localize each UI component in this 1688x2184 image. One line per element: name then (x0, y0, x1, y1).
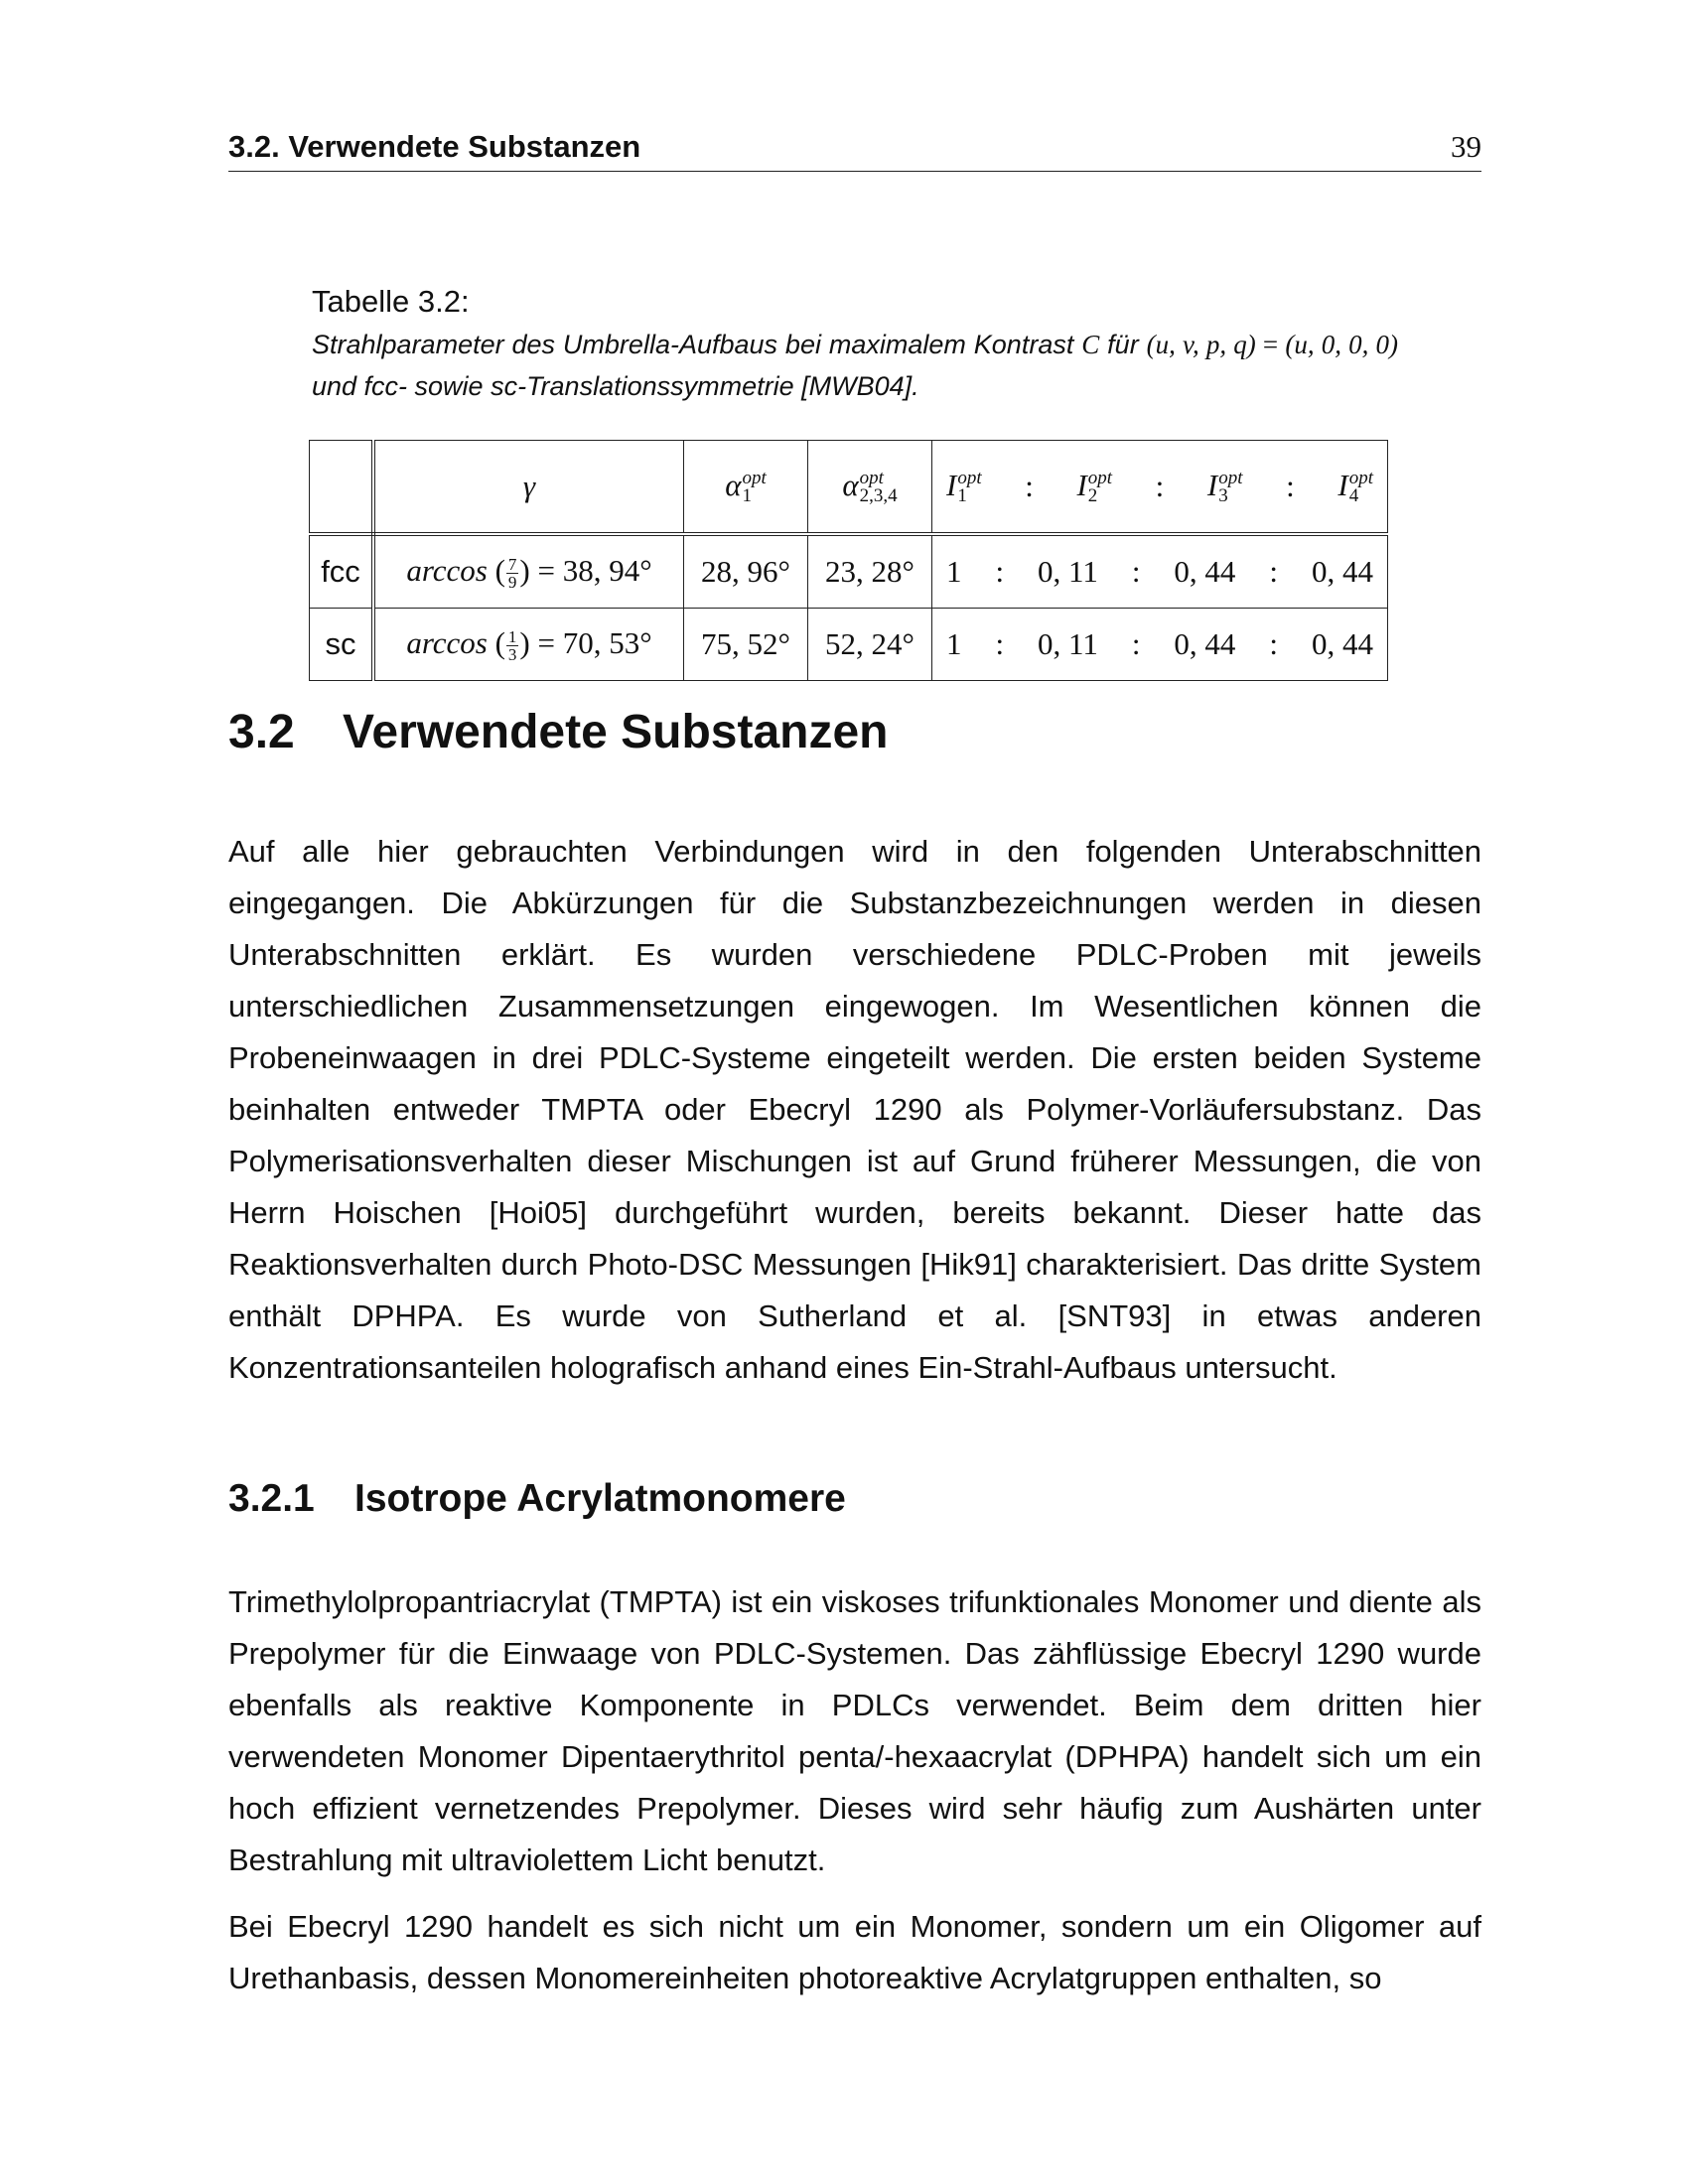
cell-alpha234-sc: 52, 24° (808, 609, 932, 681)
header-i1: I opt 1 (946, 467, 982, 507)
cell-alpha1-sc: 75, 52° (684, 609, 808, 681)
section-paragraph: Auf alle hier gebrauchten Verbindungen wird in den folgenden Unterabschnitten eingegangen. Die Abkürzungen für die Substanzbezeichnungen werden in diesen Unterabschnitten erklärt. Es wurden verschiedene PDLC-Proben mit jeweils unterschiedlichen Zusammensetzungen eingewogen. Im Wesentlichen können die Probeneinwaagen in drei PDLC-Systeme eingeteilt werden. Die ersten beiden Systeme beinhalten entweder TMPTA oder Ebecryl 1290 als Polymer-Vorläufersubstanz. Das Polymerisationsverhalten dieser Mischungen ist auf Grund früherer Messungen, die von Herrn Hoischen [Hoi05] durchgeführt wurden, bereits bekannt. Dieser hatte das Reaktionsverhalten durch Photo-DSC Messungen [Hik91] charakterisiert. Das dritte System enthält DPHPA. Es wurde von Sutherland et al. [SNT93] in etwas anderen Konzentrationsanteilen holografisch anhand eines Ein-Strahl-Aufbaus untersucht. (228, 834, 1481, 1385)
row-label-fcc: fcc (310, 534, 374, 609)
caption-text-c: und fcc- sowie sc-Translationssymmetrie [MWB04]. (312, 371, 919, 401)
caption-text-b: für (1099, 330, 1147, 359)
cell-ratio-fcc: 1 : 0, 11 : 0, 44 : 0, 44 (932, 534, 1388, 609)
header-i4: I opt 4 (1337, 467, 1373, 507)
cell-gamma-fcc: arccos ( $\frac{7}{9}$ ) = 38, 94° (373, 534, 684, 609)
subsection-title: Isotrope Acrylatmonomere (354, 1477, 846, 1520)
caption-label: Tabelle 3.2: (312, 284, 470, 319)
table-row (310, 534, 1388, 609)
header-corner-cell (310, 441, 374, 535)
subsection-paragraph-1: Trimethylolpropantriacrylat (TMPTA) ist ein viskoses trifunktionales Monomer und diente als Prepolymer für die Einwaage von PDLC-Systemen. Das zähflüssige Ebecryl 1290 wurde ebenfalls als reaktive Komponente in PDLCs verwendet. Beim dem dritten hier verwendeten Monomer Dipentaerythritol penta/-hexaacrylat (DPHPA) handelt sich um ein hoch effizient vernetzendes Prepolymer. Dieses wird sehr häufig zum Aushärten unter Bestrahlung mit ultraviolettem Licht benutzt. (228, 1584, 1481, 1877)
header-intensity-ratio: I opt 1 : I opt 2 : I opt 3 : I opt 4 (932, 441, 1388, 535)
section-number: 3.2 (228, 706, 295, 758)
subsection-number: 3.2.1 (228, 1477, 315, 1520)
symbol-u000: (u, 0, 0, 0) (1285, 330, 1399, 359)
subsection-heading (228, 1477, 846, 1521)
page-number: 39 (1451, 129, 1481, 164)
header-section-title: 3.2. Verwendete Substanzen (228, 129, 641, 164)
cell-ratio-sc: 1 : 0, 11 : 0, 44 : 0, 44 (932, 609, 1388, 681)
symbol-equals: = (1255, 330, 1286, 359)
header-i3: I opt 3 (1206, 467, 1243, 507)
table-caption (312, 280, 1398, 407)
subsection-paragraph-2: Bei Ebecryl 1290 handelt es sich nicht um ein Monomer, sondern um ein Oligomer auf Urethanbasis, dessen Monomereinheiten photoreaktive Acrylatgruppen enthalten, so (228, 1909, 1481, 1995)
symbol-c: C (1081, 330, 1100, 359)
section-heading (228, 705, 889, 759)
symbol-uvpq: (u, v, p, q) (1146, 330, 1256, 359)
table-row (310, 609, 1388, 681)
header-gamma: γ (373, 441, 684, 535)
cell-alpha234-fcc: 23, 28° (808, 534, 932, 609)
section-title: Verwendete Substanzen (343, 706, 889, 758)
header-i2: I opt 2 (1076, 467, 1113, 507)
table-header-row (310, 441, 1388, 535)
header-alpha234: α opt 2,3,4 (808, 441, 932, 535)
caption-text-a: Strahlparameter des Umbrella-Aufbaus bei maximalem Kontrast (312, 330, 1082, 359)
caption-text (312, 324, 1398, 407)
beam-parameter-table (309, 440, 1388, 681)
cell-alpha1-fcc: 28, 96° (684, 534, 808, 609)
row-label-sc: sc (310, 609, 374, 681)
header-alpha1: α opt 1 (684, 441, 808, 535)
running-header (228, 125, 1481, 172)
cell-gamma-sc: arccos ( $\frac{1}{3}$ ) = 70, 53° (373, 609, 684, 681)
